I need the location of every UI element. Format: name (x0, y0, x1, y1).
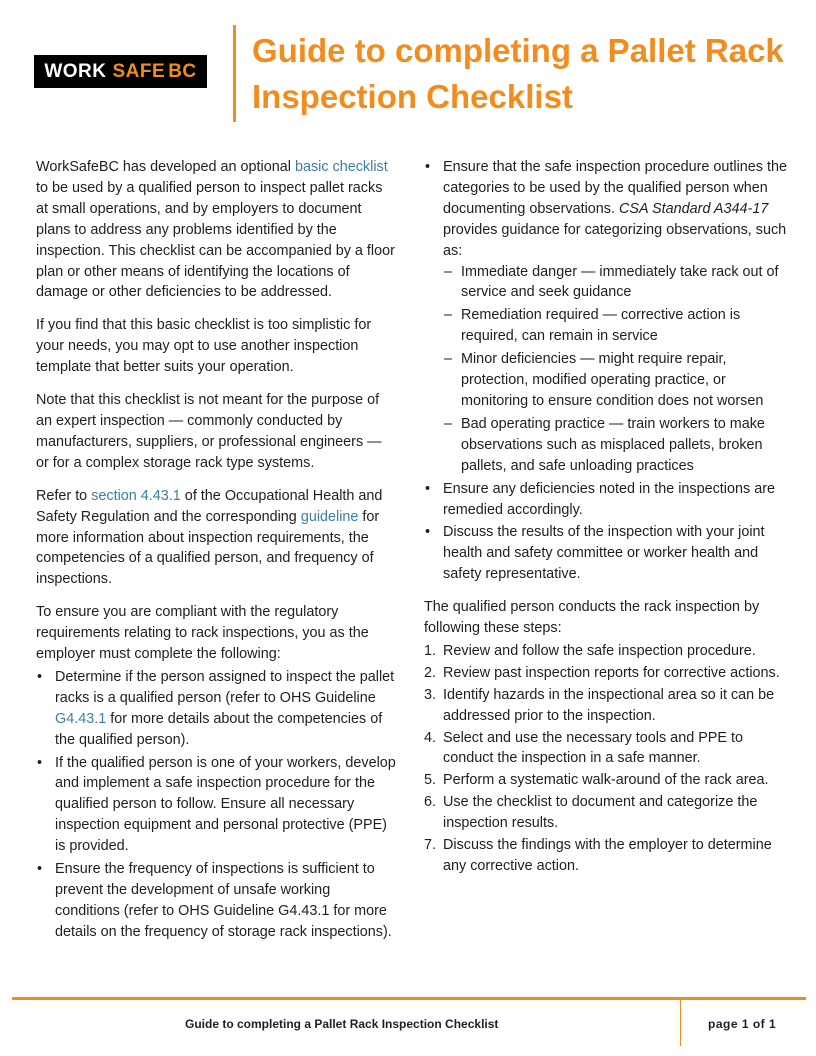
inspection-steps (424, 641, 794, 877)
step-item (424, 770, 794, 791)
step-item (424, 835, 794, 877)
step-text: Use the checklist to document and categorize the inspection results. (443, 794, 758, 832)
step-item (424, 728, 794, 770)
step-item (424, 641, 794, 662)
procedure-list (424, 157, 794, 585)
list-item (424, 157, 794, 477)
footer-divider (680, 1000, 681, 1046)
step-item (424, 792, 794, 834)
step-text: Perform a systematic walk-around of the rack area. (443, 772, 769, 789)
step-number: 2. (424, 664, 437, 681)
refer-text-a: Refer to (36, 487, 92, 504)
logo-bc: BC (168, 60, 197, 82)
section-4-43-1-link[interactable]: section 4.43.1 (91, 487, 181, 504)
step-number: 4. (424, 729, 437, 746)
not-expert-paragraph: Note that this checklist is not meant for the purpose of an expert inspection — commonly conducted by manufacturers, suppliers, or professional engineers — or for a complex storage rack type systems. (36, 392, 382, 471)
list-item: • Discuss the results of the inspection with your joint health and safety committee or worker health and safety representative. (424, 522, 794, 585)
footer-title: Guide to completing a Pallet Rack Inspection Checklist (185, 1017, 499, 1031)
g4-43-1-link[interactable]: G4.43.1 (55, 710, 107, 727)
intro-paragraph (36, 157, 398, 303)
step-text: Review and follow the safe inspection procedure. (443, 642, 756, 659)
step-item (424, 663, 794, 684)
list-item: • Ensure any deficiencies noted in the inspections are remedied accordingly. (424, 479, 794, 521)
step-text: Review past inspection reports for corrective actions. (443, 664, 780, 681)
compliance-paragraph: To ensure you are compliant with the regulatory requirements relating to rack inspections, you as the employer must complete the following: (36, 604, 369, 663)
csa-standard: CSA Standard A344-17 (619, 200, 769, 217)
category-item: – Immediate danger — immediately take rack out of service and seek guidance (443, 262, 794, 304)
guideline-link[interactable]: guideline (300, 508, 359, 525)
logo-work: WORK (44, 60, 107, 82)
step-text: Discuss the findings with the employer to determine any corrective action. (443, 837, 772, 874)
page-number: page 1 of 1 (708, 1017, 777, 1031)
intro-text-b: to be used by a qualified person to inspect pallet racks at small operations, and by employers to document plans to address any problems identified by the inspection. This checklist can be accompanied by a floor plan or other means of identifying the locations of damage or other deficiencies to be addressed. (36, 179, 395, 301)
steps-intro: The qualified person conducts the rack inspection by following these steps: (424, 599, 760, 637)
step-item (424, 685, 794, 727)
step-number: 5. (424, 772, 437, 789)
intro-text-a: WorkSafeBC has developed an optional (36, 159, 295, 175)
category-item: – Bad operating practice — train workers to make observations such as misplaced pallets, broken pallets, and safe unloading practices (443, 414, 794, 477)
right-column (424, 157, 794, 878)
list-item: • Ensure the frequency of inspections is sufficient to prevent the development of unsafe working conditions (refer to OHS Guideline G4.43.1 for more details on the frequency of storage rack inspections). (36, 859, 398, 943)
step-number: 7. (424, 837, 437, 854)
step-number: 1. (424, 642, 437, 659)
list-item (36, 667, 398, 751)
refer-text-c: for more information about inspection requirements, the competencies of a qualified person, and frequency of inspections. (36, 508, 380, 588)
refer-text-b: of the Occupational Health and Safety Regulation and the corresponding (36, 487, 383, 525)
simplistic-paragraph: If you find that this basic checklist is too simplistic for your needs, you may opt to use another inspection template that better suits your operation. (36, 317, 372, 376)
worksafebc-logo (34, 55, 207, 88)
procedure-text-a: Ensure that the safe inspection procedure outlines the categories to be used by the qualified person when documenting observations. (443, 159, 787, 217)
requirement-text-b: for more details about the competencies of the qualified person). (55, 710, 383, 748)
category-item: – Minor deficiencies — might require repair, protection, modified operating practice, or monitoring to ensure condition does not worsen (443, 349, 794, 412)
page-title: Guide to completing a Pallet Rack Inspection Checklist (252, 32, 784, 115)
step-number: 6. (424, 794, 437, 811)
footer-rule (12, 997, 806, 1000)
basic-checklist-link[interactable]: basic checklist (294, 159, 388, 175)
step-number: 3. (424, 686, 437, 703)
logo-safe: SAFE (112, 60, 166, 82)
refer-paragraph (36, 486, 398, 591)
step-text: Identify hazards in the inspectional area so it can be addressed prior to the inspection. (443, 686, 775, 724)
category-item: – Remediation required — corrective action is required, can remain in service (443, 305, 794, 347)
procedure-text-b: provides guidance for categorizing observations, such as: (443, 221, 787, 259)
step-text: Select and use the necessary tools and PPE to conduct the inspection in a safe manner. (443, 729, 743, 767)
left-column (36, 157, 398, 945)
employer-requirements-list (36, 667, 398, 943)
observation-categories (443, 262, 794, 477)
title-divider (233, 25, 236, 122)
requirement-text-a: Determine if the person assigned to inspect the pallet racks is a qualified person (refer to OHS Guideline (55, 668, 395, 706)
list-item: • If the qualified person is one of your workers, develop and implement a safe inspection procedure for the qualified person to follow. Ensure all necessary inspection equipment and personal protective (PPE) is provided. (36, 753, 398, 858)
